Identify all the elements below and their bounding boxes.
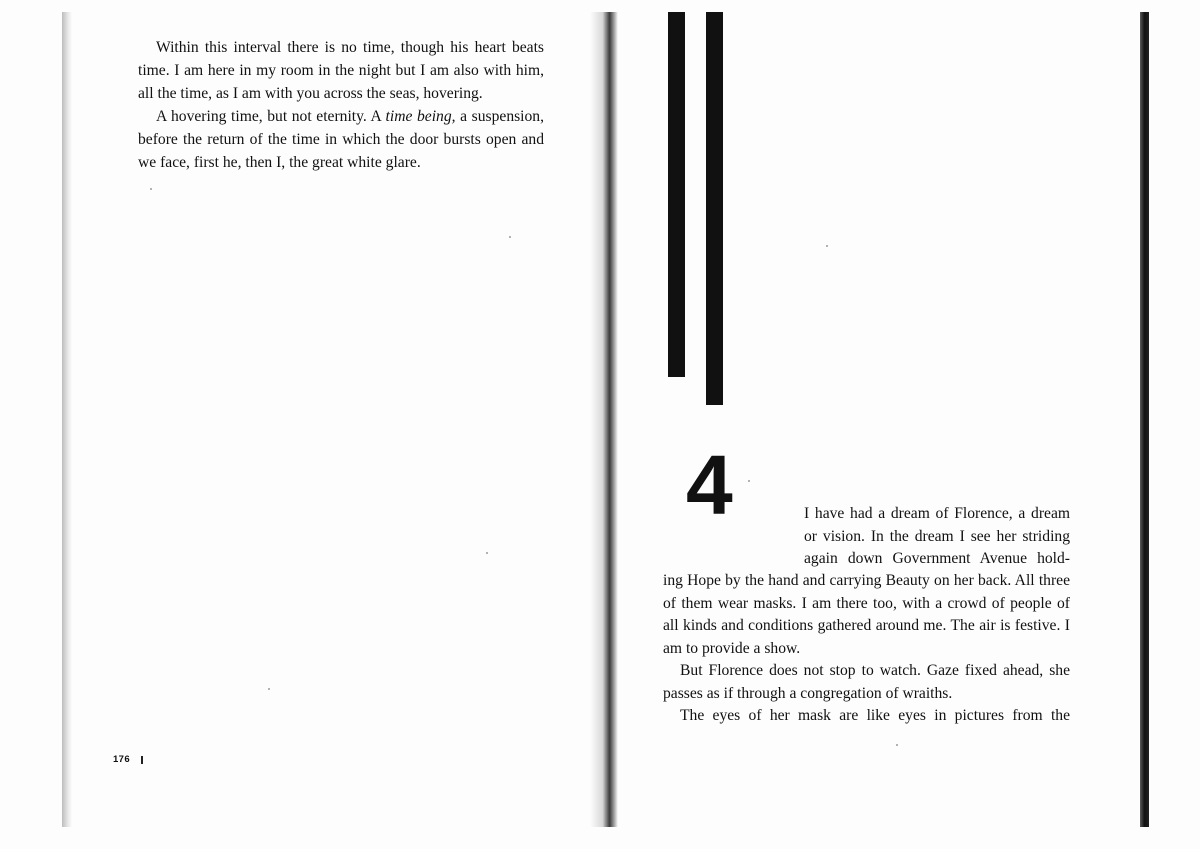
opening-line-1: I have had a dream of Florence, a dream (804, 505, 1070, 522)
right-page-body (663, 570, 1070, 728)
right-page-edge (1140, 12, 1149, 827)
scan-speck (486, 552, 488, 554)
folio-rule (141, 756, 143, 764)
chapter-opening (804, 503, 1070, 571)
left-paragraph-2 (138, 105, 544, 174)
left-page-edge (62, 12, 72, 827)
scan-speck (896, 744, 898, 746)
scan-speck (150, 188, 152, 190)
opening-line-2: or vision. In the dream I see her striding (804, 527, 1070, 545)
opening-line-3: again down Government Avenue hold- (804, 550, 1070, 567)
scan-speck (748, 480, 750, 482)
left-paragraph-2-italic: time being, (385, 108, 456, 125)
left-paragraph-2-end: a suspension, before the return of the time in which the door bursts open and we face, first he, then I, the great white glare. (138, 108, 545, 171)
chapter-number: 4 (686, 438, 733, 532)
right-paragraph-1: ing Hope by the hand and carrying Beauty on her back. All three of them wear masks. I am there too, with a crowd of people of all kinds and conditions gathered around me. The air is festive. I am to provide a show. (663, 572, 1070, 657)
scan-speck (509, 236, 511, 238)
left-paragraph-2-start: A hovering time, but not eternity. A (156, 108, 386, 125)
page-number: 176 (113, 754, 131, 765)
center-gutter (590, 12, 618, 827)
right-paragraph-3: The eyes of her mask are like eyes in pictures from the (680, 707, 1070, 724)
left-page-body (138, 36, 544, 174)
scan-speck (268, 688, 270, 690)
left-paragraph-1: Within this interval there is no time, though his heart beats time. I am here in my room in the night but I am also with him, all the time, as I am with you across the seas, hovering. (138, 39, 544, 102)
right-paragraph-2: But Florence does not stop to watch. Gaze fixed ahead, she passes as if through a congregation of wraiths. (663, 662, 1070, 702)
scan-speck (826, 245, 828, 247)
chapter-bar-right (706, 12, 723, 405)
chapter-bar-left (668, 12, 685, 377)
